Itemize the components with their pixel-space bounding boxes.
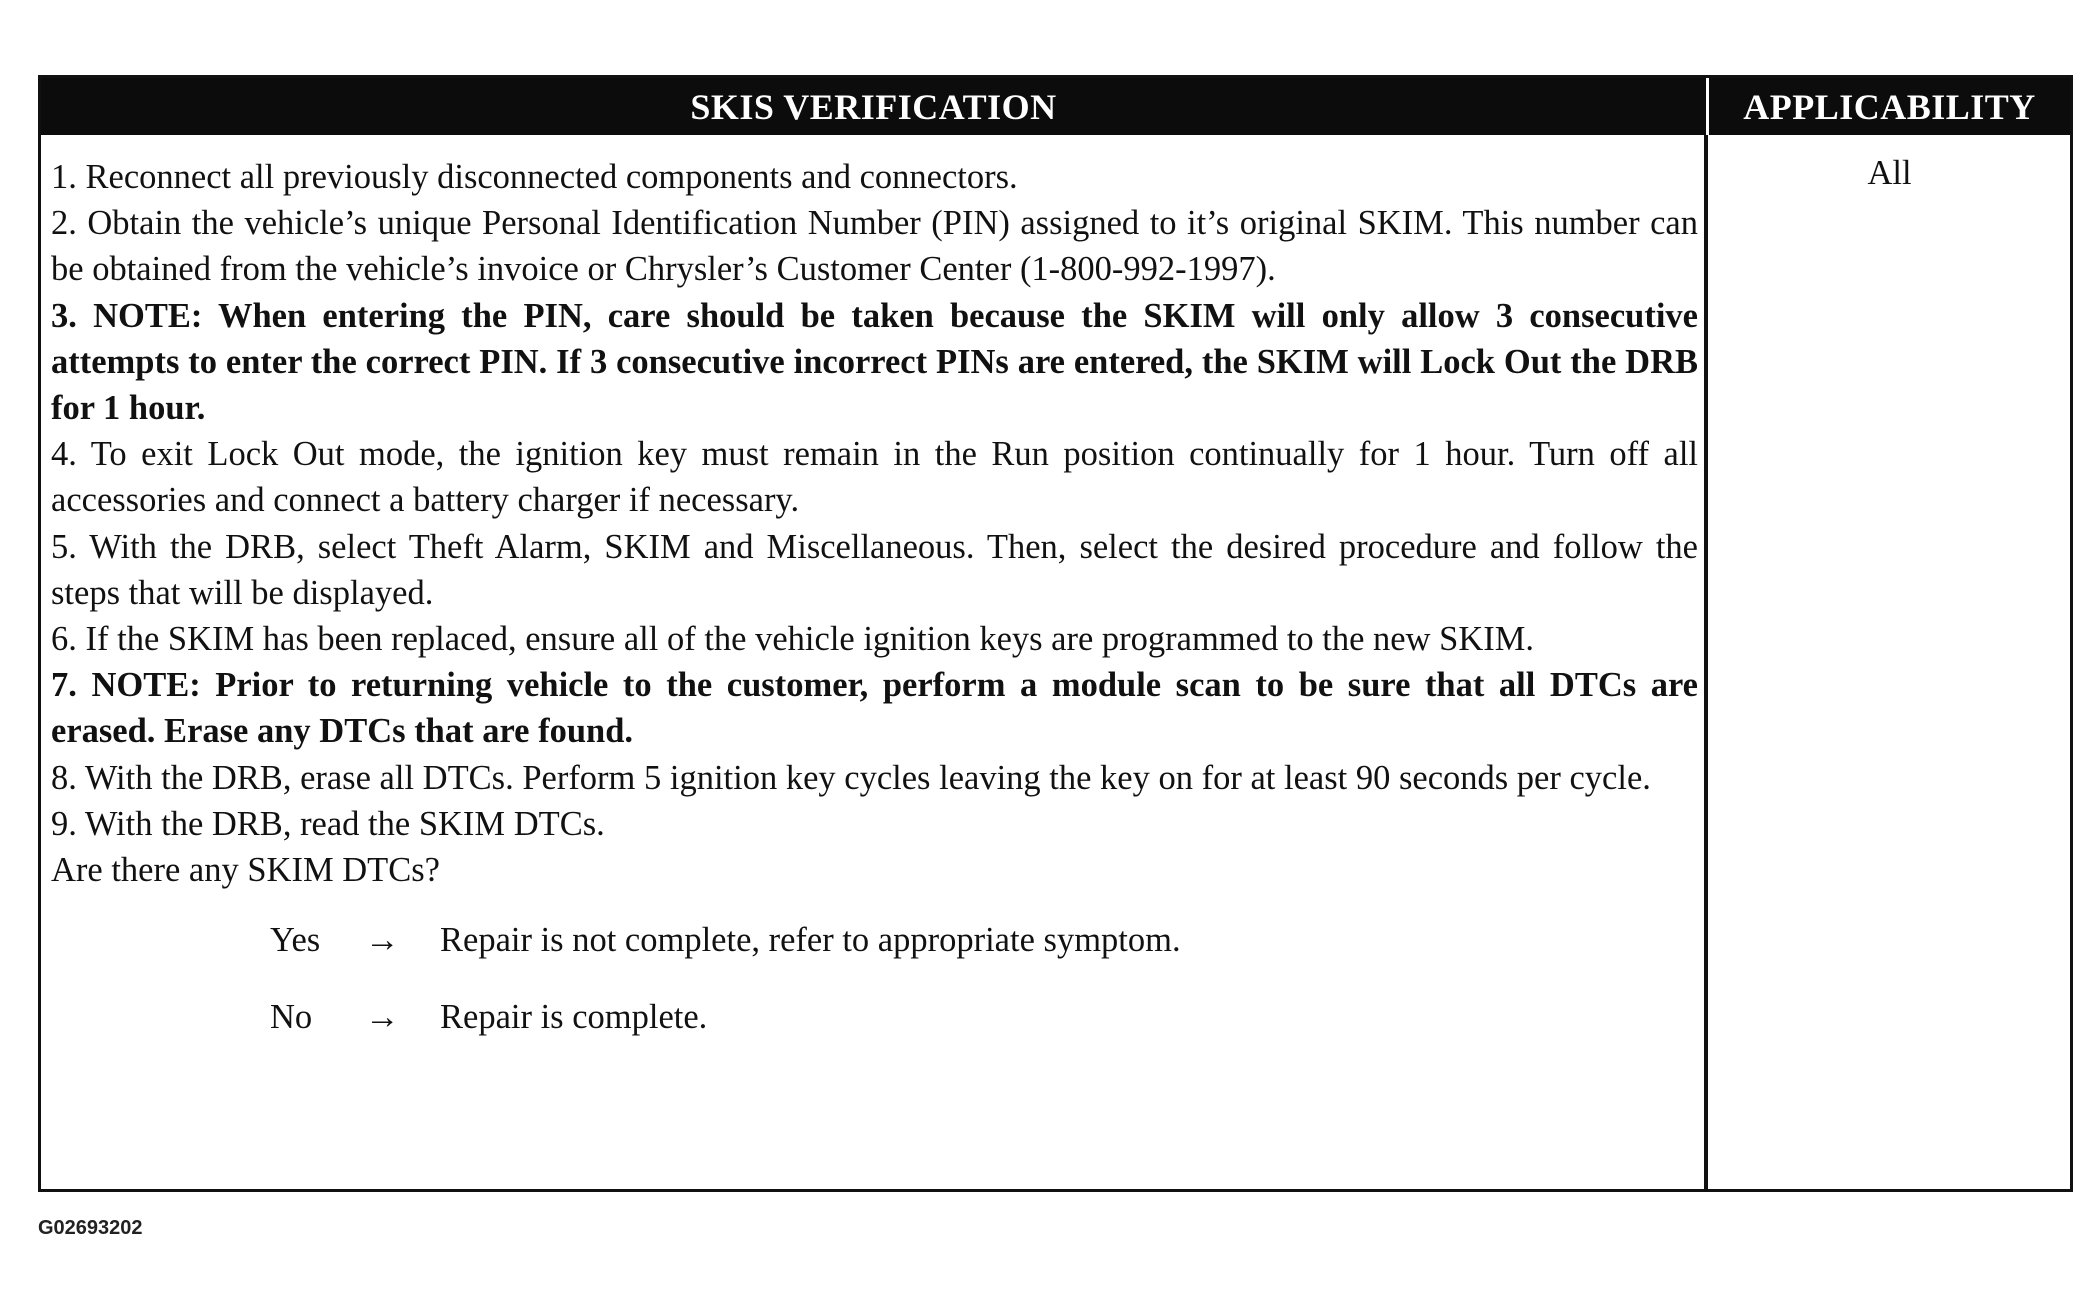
outcomes xyxy=(51,901,1698,1055)
step-1: 1. Reconnect all previously disconnected components and connectors. xyxy=(51,158,1018,196)
step-3-note: 3. NOTE: When entering the PIN, care should be taken because the SKIM will only allow 3 consecutive attempts to enter the correct PIN. If 3 consecutive incorrect PINs are entered, the SKIM will Lock Out the DRB for 1 hour. xyxy=(51,296,1698,428)
outcome-no-label: No xyxy=(270,997,313,1036)
step-8: 8. With the DRB, erase all DTCs. Perform 5 ignition key cycles leaving the key on for at least 90 seconds per cycle. xyxy=(51,758,1651,797)
procedure-steps xyxy=(51,154,1698,1055)
header-applicability: APPLICABILITY xyxy=(1743,86,2036,127)
step-2: 2. Obtain the vehicle’s unique Personal Identification Number (PIN) assigned to it’s original SKIM. This number can be obtained from the vehicle’s invoice or Chrysler’s Customer Center (1-800-992-1997). xyxy=(51,204,1698,289)
outcome-yes-label: Yes xyxy=(270,920,321,959)
applicability-value: All xyxy=(1867,154,1912,192)
outcome-no-result: Repair is complete. xyxy=(440,997,708,1036)
question: Are there any SKIM DTCs? xyxy=(51,851,440,890)
step-4: 4. To exit Lock Out mode, the ignition key must remain in the Run position continually for 1 hour. Turn off all accessories and connect a battery charger if necessary. xyxy=(51,435,1698,520)
arrow-right-icon: → xyxy=(365,920,400,959)
skis-verification-table xyxy=(38,75,2073,1192)
step-6: 6. If the SKIM has been replaced, ensure all of the vehicle ignition keys are programmed to the new SKIM. xyxy=(51,620,1535,659)
arrow-right-icon: → xyxy=(365,997,400,1036)
outcome-yes-result: Repair is not complete, refer to appropriate symptom. xyxy=(440,920,1181,959)
figure-id: G02693202 xyxy=(38,1217,143,1239)
outcome-yes xyxy=(51,901,1698,978)
step-9: 9. With the DRB, read the SKIM DTCs. xyxy=(51,804,605,843)
column-divider xyxy=(1704,135,1708,1189)
table-header-row xyxy=(41,78,2070,135)
outcome-no xyxy=(51,978,1698,1055)
step-5: 5. With the DRB, select Theft Alarm, SKIM and Miscellaneous. Then, select the desired procedure and follow the steps that will be displayed. xyxy=(51,527,1698,612)
step-7-note: 7. NOTE: Prior to returning vehicle to the customer, perform a module scan to be sure that all DTCs are erased. Erase any DTCs that are found. xyxy=(51,666,1698,751)
header-skis-verification: SKIS VERIFICATION xyxy=(690,86,1057,127)
